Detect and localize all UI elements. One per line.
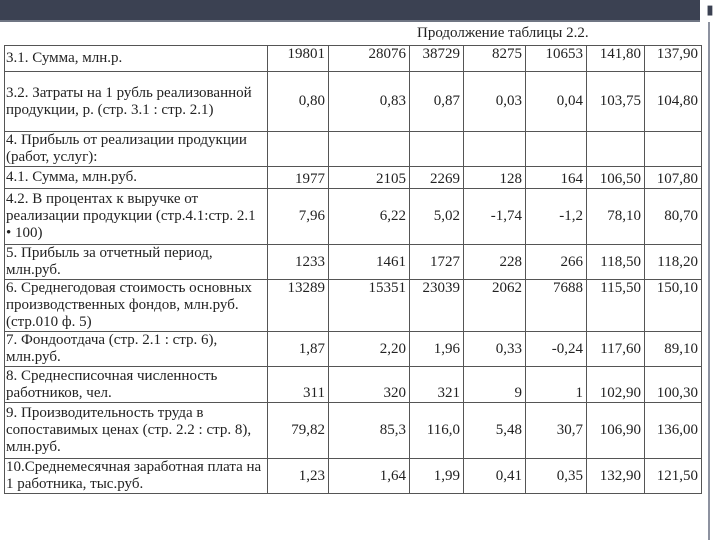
value-cell: 100,30 [645,367,702,403]
value-cell: 0,04 [526,72,587,132]
value-cell: 228 [464,245,526,280]
value-cell: 30,7 [526,403,587,459]
table-row [5,280,702,332]
table-row [5,245,702,280]
row-label: 4. Прибыль от реализации продукции (работ, услуг): [5,132,268,167]
value-cell: 121,50 [645,459,702,494]
value-cell: 6,22 [329,189,410,245]
value-cell: -0,24 [526,332,587,367]
header-divider [0,20,700,22]
value-cell: 9 [464,367,526,403]
value-cell: 1461 [329,245,410,280]
table-row [5,459,702,494]
value-cell: 118,50 [587,245,645,280]
value-cell: 102,90 [587,367,645,403]
value-cell [526,132,587,167]
value-cell: 0,41 [464,459,526,494]
row-label: 8. Среднесписочная численность работников, чел. [5,367,268,403]
table-row [5,332,702,367]
value-cell: 2062 [464,280,526,332]
value-cell [587,132,645,167]
value-cell: 0,33 [464,332,526,367]
value-cell: -1,74 [464,189,526,245]
row-label: 10.Среднемесячная заработная плата на 1 работника, тыс.руб. [5,459,268,494]
value-cell: 5,48 [464,403,526,459]
value-cell: 311 [268,367,329,403]
value-cell: 1727 [410,245,464,280]
value-cell: 1 [526,367,587,403]
value-cell: 116,0 [410,403,464,459]
corner-marker-icon: ▮ [706,3,714,18]
side-divider [708,22,710,540]
value-cell: 5,02 [410,189,464,245]
value-cell: 117,60 [587,332,645,367]
value-cell: 136,00 [645,403,702,459]
value-cell: 0,83 [329,72,410,132]
value-cell: 13289 [268,280,329,332]
value-cell: 1,23 [268,459,329,494]
row-label: 5. Прибыль за отчетный период, млн.руб. [5,245,268,280]
value-cell [329,132,410,167]
header-bar [0,0,700,20]
value-cell: 15351 [329,280,410,332]
row-label: 6. Среднегодовая стоимость основных производственных фондов, млн.руб. (стр.010 ф. 5) [5,280,268,332]
value-cell: 118,20 [645,245,702,280]
row-label: 7. Фондоотдача (стр. 2.1 : стр. 6), млн.руб. [5,332,268,367]
table-row [5,132,702,167]
value-cell: 78,10 [587,189,645,245]
value-cell: 7688 [526,280,587,332]
value-cell [645,132,702,167]
value-cell: 1,99 [410,459,464,494]
value-cell: 320 [329,367,410,403]
value-cell: 137,90 [645,46,702,72]
value-cell: 0,80 [268,72,329,132]
row-label: 4.1. Сумма, млн.руб. [5,167,268,189]
data-table [4,45,702,494]
value-cell: 1233 [268,245,329,280]
table-row [5,46,702,72]
value-cell: 103,75 [587,72,645,132]
value-cell: 2,20 [329,332,410,367]
value-cell: 1,87 [268,332,329,367]
table-row [5,72,702,132]
table-row [5,167,702,189]
value-cell: 2269 [410,167,464,189]
value-cell: 38729 [410,46,464,72]
value-cell: 2105 [329,167,410,189]
value-cell: -1,2 [526,189,587,245]
value-cell: 85,3 [329,403,410,459]
value-cell [464,132,526,167]
value-cell: 104,80 [645,72,702,132]
value-cell: 0,35 [526,459,587,494]
value-cell: 0,87 [410,72,464,132]
value-cell: 141,80 [587,46,645,72]
value-cell: 132,90 [587,459,645,494]
value-cell: 1,96 [410,332,464,367]
value-cell: 106,90 [587,403,645,459]
value-cell: 128 [464,167,526,189]
value-cell: 89,10 [645,332,702,367]
table-row [5,403,702,459]
table-caption: Продолжение таблицы 2.2. [417,25,589,41]
value-cell: 1977 [268,167,329,189]
value-cell: 19801 [268,46,329,72]
row-label: 3.2. Затраты на 1 рубль реализованной продукции, р. (стр. 3.1 : стр. 2.1) [5,72,268,132]
value-cell: 164 [526,167,587,189]
value-cell: 79,82 [268,403,329,459]
table-row [5,189,702,245]
value-cell: 28076 [329,46,410,72]
value-cell: 266 [526,245,587,280]
value-cell: 7,96 [268,189,329,245]
value-cell: 10653 [526,46,587,72]
side-decoration [700,0,720,540]
value-cell: 106,50 [587,167,645,189]
value-cell: 115,50 [587,280,645,332]
value-cell: 107,80 [645,167,702,189]
table-row [5,367,702,403]
value-cell [268,132,329,167]
value-cell: 150,10 [645,280,702,332]
value-cell: 0,03 [464,72,526,132]
row-label: 3.1. Сумма, млн.р. [5,46,268,72]
value-cell: 321 [410,367,464,403]
value-cell [410,132,464,167]
row-label: 9. Производительность труда в сопоставимых ценах (стр. 2.2 : стр. 8), млн.руб. [5,403,268,459]
value-cell: 8275 [464,46,526,72]
row-label: 4.2. В процентах к выручке от реализации продукции (стр.4.1:стр. 2.1 • 100) [5,189,268,245]
value-cell: 1,64 [329,459,410,494]
value-cell: 23039 [410,280,464,332]
value-cell: 80,70 [645,189,702,245]
